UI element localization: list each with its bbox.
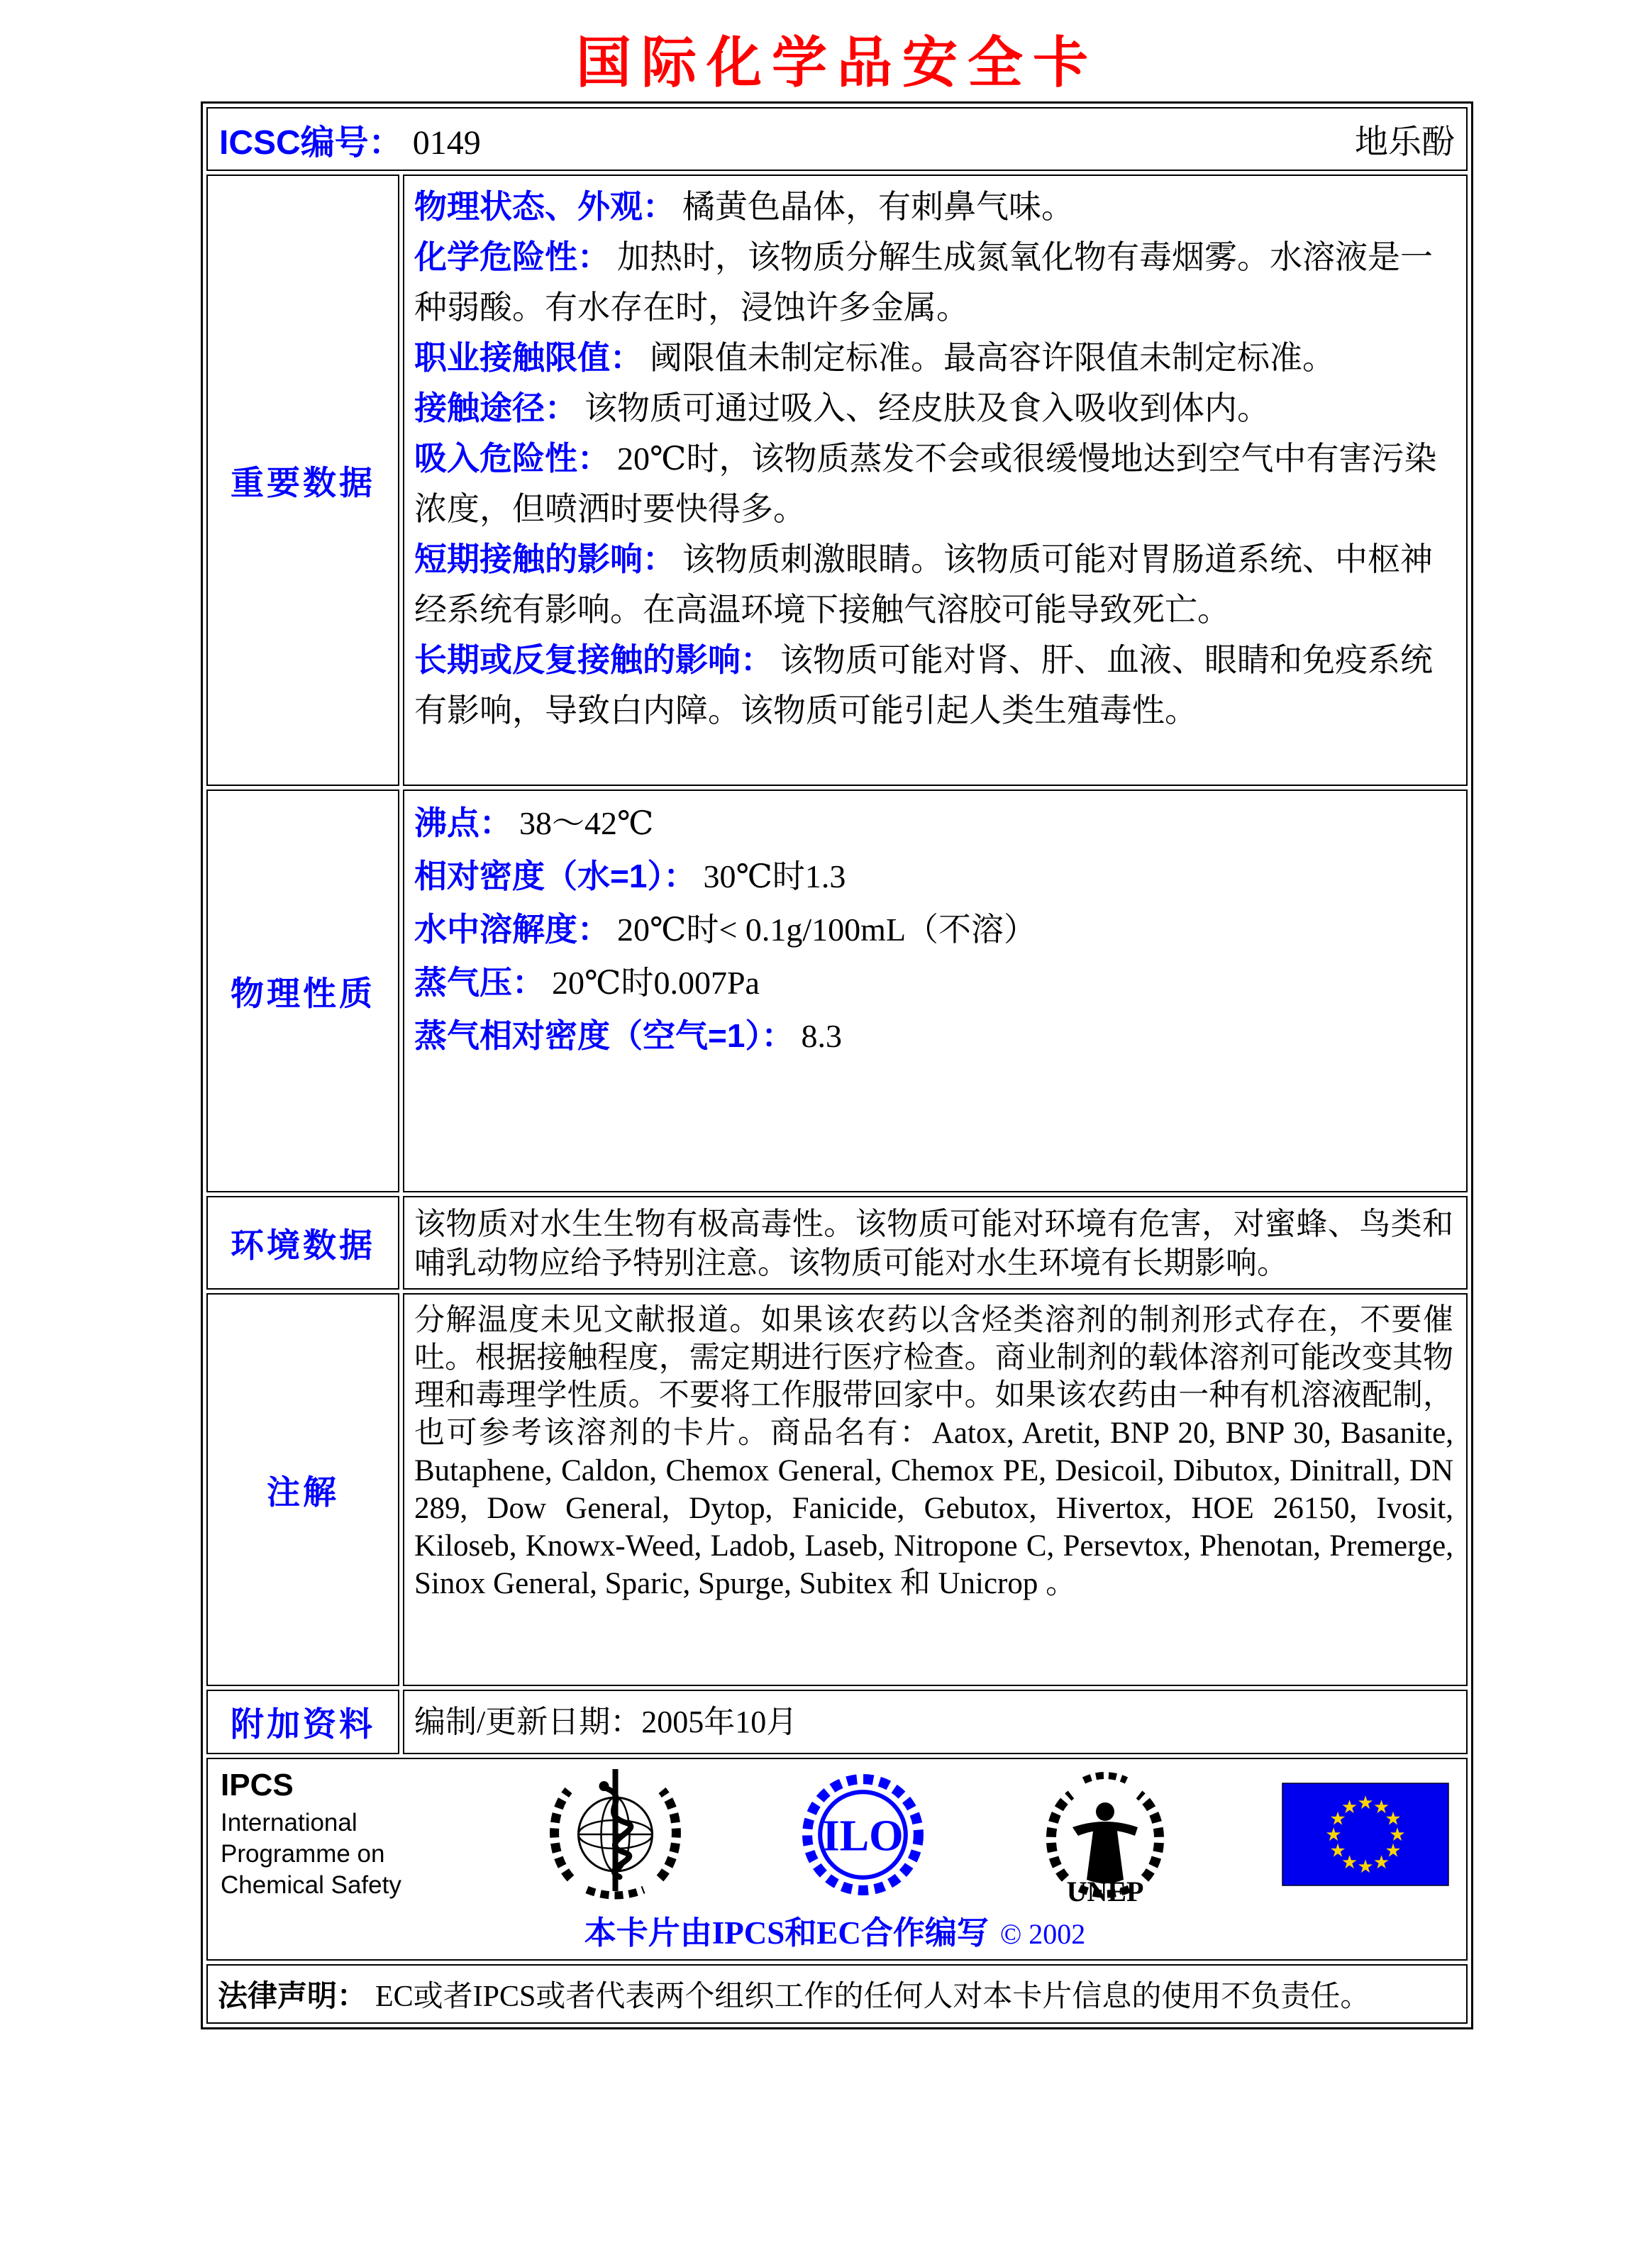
item-text: 20℃时，该物质蒸发不会或很缓慢地达到空气中有害污染浓度，但喷洒时要快得多。 — [414, 441, 1437, 527]
notes-text: 分解温度未见文献报道。如果该农药以含烃类溶剂的制剂形式存在，不要催吐。根据接触程度，需定期进行医疗检查。商业制剂的载体溶剂可能改变其物理和毒理学性质。不要将工作服带回家中。如果该农药由一种有机溶液配制，也可参考该溶剂的卡片。商品名有：Aatox, Aretit, BNP 20, BNP 30, Basanite, Butaphene, Caldon, Chemox General, Chemox PE, Desicoil, Dibutox, Dinitrall, DN 289, Dow General, Dytop, Fanicide, Gebutox, Hivertox, HOE 26150, Ivosit, Kiloseb, Knowx-Weed, Ladob, Laseb, Nitropone C, Persevtox, Phenotan, Premerge, Sinox General, Sparic, Spurge, Subitex 和 Unicrop 。 — [403, 1293, 1468, 1686]
additional-info-row — [206, 1690, 1468, 1754]
data-item — [414, 383, 1453, 433]
item-text: 38～42℃ — [519, 805, 654, 841]
svg-text:★: ★ — [1341, 1852, 1358, 1873]
legal-label: 法律声明： — [218, 1979, 367, 2012]
ilo-icon — [797, 1769, 928, 1900]
data-item — [414, 433, 1453, 534]
icsc-number-value: 0149 — [412, 123, 481, 162]
section-label-notes: 注解 — [206, 1293, 399, 1686]
svg-text:★: ★ — [1325, 1824, 1342, 1846]
item-text: 8.3 — [801, 1018, 842, 1054]
legal-row — [206, 1964, 1468, 2024]
svg-text:★: ★ — [1373, 1797, 1390, 1818]
important-data-content — [403, 174, 1468, 786]
environmental-data-text: 该物质对水生生物有极高毒性。该物质可能对环境有危害，对蜜蜂、鸟类和哺乳动物应给予特别注意。该物质可能对水生环境有长期影响。 — [403, 1196, 1468, 1290]
ipcs-block: IPCS International Programme on Chemical Safety — [221, 1768, 433, 1901]
physical-properties-content — [403, 789, 1468, 1192]
property-item — [414, 797, 1453, 850]
item-text: 30℃时1.3 — [703, 858, 846, 894]
icsc-number-label: ICSC编号： — [219, 123, 403, 162]
svg-text:★: ★ — [1385, 1808, 1402, 1830]
item-label: 沸点： — [414, 804, 512, 841]
property-item — [414, 956, 1453, 1009]
item-label: 水中溶解度： — [414, 911, 610, 948]
data-item — [414, 333, 1453, 383]
item-label: 职业接触限值： — [414, 339, 643, 376]
item-label: 蒸气相对密度（空气=1）： — [414, 1017, 794, 1054]
important-data-row — [206, 174, 1468, 786]
data-item — [414, 534, 1453, 635]
svg-text:★: ★ — [1373, 1852, 1390, 1873]
data-item — [414, 182, 1453, 232]
item-text: 该物质刺激眼睛。该物质可能对胃肠道系统、中枢神经系统有影响。在高温环境下接触气溶胶可能导致死亡。 — [414, 541, 1433, 628]
item-text: 橘黄色晶体，有刺鼻气味。 — [682, 189, 1074, 225]
data-item — [414, 635, 1453, 736]
svg-text:UNEP: UNEP — [1066, 1876, 1144, 1904]
svg-text:★: ★ — [1357, 1793, 1374, 1814]
additional-info-text: 编制/更新日期：2005年10月 — [403, 1690, 1468, 1754]
item-text: 20℃时0.007Pa — [552, 965, 760, 1001]
item-text: 加热时，该物质分解生成氮氧化物有毒烟雾。水溶液是一种弱酸。有水存在时，浸蚀许多金属。 — [414, 239, 1433, 326]
physical-properties-row — [206, 789, 1468, 1192]
item-text: 20℃时< 0.1g/100mL（不溶） — [617, 912, 1037, 948]
footer-row — [206, 1758, 1468, 1961]
section-label-additional-info: 附加资料 — [206, 1690, 399, 1754]
item-text: 该物质可通过吸入、经皮肤及食入吸收到体内。 — [584, 390, 1270, 426]
item-text: 该物质可能对肾、肝、血液、眼睛和免疫系统有影响，导致白内障。该物质可能引起人类生殖毒性。 — [414, 642, 1433, 728]
notes-row — [206, 1293, 1468, 1686]
svg-text:ILO: ILO — [822, 1811, 904, 1861]
svg-text:★: ★ — [1329, 1840, 1346, 1862]
ipcs-acronym: IPCS — [221, 1768, 294, 1802]
section-label-environmental-data: 环境数据 — [206, 1196, 399, 1290]
copyright-text: © 2002 — [999, 1918, 1086, 1950]
eu-flag-icon — [1282, 1783, 1449, 1886]
icsc-card-table — [201, 101, 1473, 2029]
icsc-number — [219, 115, 481, 164]
who-icon — [543, 1765, 688, 1904]
svg-text:★: ★ — [1329, 1808, 1346, 1830]
credit-text: 本卡片由IPCS和EC合作编写 — [584, 1915, 989, 1951]
logos-row — [221, 1765, 1449, 1904]
item-text: 阈限值未制定标准。最高容许限值未制定标准。 — [650, 340, 1335, 376]
section-label-physical-properties: 物理性质 — [206, 789, 399, 1192]
svg-text:★: ★ — [1341, 1797, 1358, 1818]
property-item — [414, 850, 1453, 903]
property-item — [414, 1009, 1453, 1063]
chemical-name: 地乐酚 — [1355, 123, 1455, 161]
credit-line — [221, 1907, 1449, 1953]
item-label: 短期接触的影响： — [414, 541, 675, 577]
page-title: 国际化学品安全卡 — [575, 32, 1098, 94]
item-label: 相对密度（水=1）： — [414, 858, 697, 894]
property-item — [414, 903, 1453, 956]
svg-text:★: ★ — [1389, 1824, 1406, 1846]
legal-text: EC或者IPCS或者代表两个组织工作的任何人对本卡片信息的使用不负责任。 — [375, 1980, 1370, 2013]
item-label: 化学危险性： — [414, 238, 610, 275]
item-label: 长期或反复接触的影响： — [414, 641, 773, 678]
section-label-important-data: 重要数据 — [206, 174, 399, 786]
svg-text:★: ★ — [1385, 1840, 1402, 1862]
svg-text:★: ★ — [1357, 1856, 1374, 1878]
item-label: 物理状态、外观： — [414, 188, 675, 225]
item-label: 吸入危险性： — [414, 440, 610, 477]
environmental-data-row — [206, 1196, 1468, 1290]
data-item — [414, 232, 1453, 333]
unep-icon — [1038, 1765, 1173, 1904]
header-row — [206, 107, 1468, 171]
item-label: 接触途径： — [414, 389, 577, 426]
item-label: 蒸气压： — [414, 964, 545, 1001]
